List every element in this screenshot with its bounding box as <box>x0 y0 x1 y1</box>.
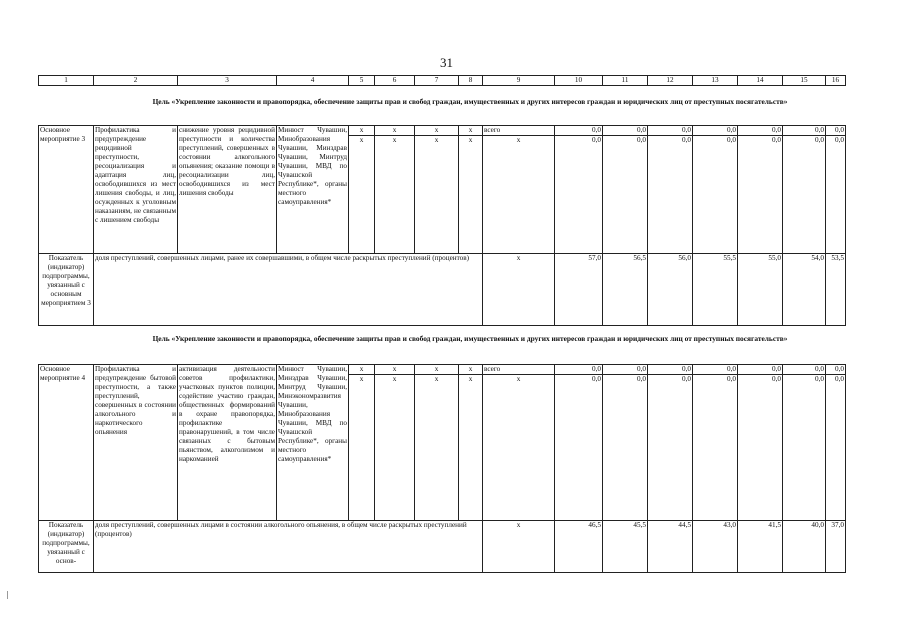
measure-4-r1-val: 0,0 <box>648 365 693 375</box>
measure-3-r2-val: 0,0 <box>693 136 738 254</box>
measure-4-r1-val: 0,0 <box>603 365 648 375</box>
measure-3-r1-val: 0,0 <box>555 126 603 136</box>
col-num: 11 <box>603 76 648 86</box>
measure-3-description: Профилактика и предупреждение рецидивной преступности, ресоциализация и адаптация лиц, освободившихся из мест лишения свободы, и лиц, осужденных к уголовным наказаниям, не связанным с лишением свободы <box>94 126 178 254</box>
measure-4-result: активизация деятельности советов профилактики, участковых пунктов полиции, содействие участию граждан, общественных формирований в охране правопорядка, профилактике правонарушений, в том числе связанных с бытовым пьянством, алкоголизмом и наркоманией <box>178 365 277 521</box>
measure-4-r2-val: 0,0 <box>648 375 693 521</box>
col-num: 6 <box>375 76 415 86</box>
col-num: 5 <box>349 76 375 86</box>
measure-3-executors: Минюст Чувашии, Минобразования Чувашии, Минздрав Чувашии, Минтруд Чувашии, МВД по Чувашской Республике*, органы местного самоуправления* <box>277 126 349 254</box>
col-num: 8 <box>459 76 483 86</box>
indicator-4-val: 41,5 <box>738 521 783 573</box>
measure-4-r1-c5: х <box>349 365 375 375</box>
col-num: 15 <box>783 76 826 86</box>
measure-3-r1-val: 0,0 <box>648 126 693 136</box>
measure-3-r1-val: 0,0 <box>738 126 783 136</box>
measure-3-r1-c8: х <box>459 126 483 136</box>
measure-4-r2-val: 0,0 <box>555 375 603 521</box>
measure-3-r2-val: 0,0 <box>783 136 826 254</box>
indicator-3-label: Показатель (индикатор) подпрограммы, увязанный с основным мероприятием 3 <box>39 254 94 326</box>
measure-3-r1-source: всего <box>483 126 555 136</box>
measure-3-r2-source: х <box>483 136 555 254</box>
measure-4-r1-val: 0,0 <box>693 365 738 375</box>
col-num: 12 <box>648 76 693 86</box>
measure-4-r1-c8: х <box>459 365 483 375</box>
measure-4-r1-c7: х <box>415 365 459 375</box>
indicator-4-val: 37,0 <box>826 521 846 573</box>
measure-3-r1-val: 0,0 <box>783 126 826 136</box>
col-num: 13 <box>693 76 738 86</box>
measure-3-r2-c8: х <box>459 136 483 254</box>
measure-4-r2-val: 0,0 <box>603 375 648 521</box>
measure-3-r1-c6: х <box>375 126 415 136</box>
measure-3-r1-val: 0,0 <box>826 126 846 136</box>
col-num: 16 <box>826 76 846 86</box>
measure-4-r2-c6: х <box>375 375 415 521</box>
measure-4-name: Основное мероприятие 4 <box>39 365 94 521</box>
indicator-3-val: 55,5 <box>693 254 738 326</box>
measure-4-r2-c7: х <box>415 375 459 521</box>
measure-4-r2-c8: х <box>459 375 483 521</box>
measure-4-r1-val: 0,0 <box>738 365 783 375</box>
indicator-4-label: Показатель (индикатор) подпрограммы, увязанный с основ- <box>39 521 94 573</box>
indicator-4-val: 46,5 <box>555 521 603 573</box>
indicator-4-val: 44,5 <box>648 521 693 573</box>
indicator-3-val: 55,0 <box>738 254 783 326</box>
measure-3-r1-val: 0,0 <box>603 126 648 136</box>
indicator-4-text: доля преступлений, совершенных лицами в состоянии алкогольного опьянения, в общем числе раскрытых преступлений (процентов) <box>94 521 483 573</box>
measure-3-r2-c7: х <box>415 136 459 254</box>
measure-4-r2-val: 0,0 <box>826 375 846 521</box>
measure-3-r2-val: 0,0 <box>555 136 603 254</box>
measure-4-r2-c5: х <box>349 375 375 521</box>
indicator-4-val: 40,0 <box>783 521 826 573</box>
goal-heading-1: Цель «Укрепление законности и правопорядка, обеспечение защиты прав и свобод граждан, имущественных и других интересов граждан и юридических лиц от преступных посягательств» <box>152 97 788 106</box>
indicator-3-val: 56,0 <box>648 254 693 326</box>
measure-4-description: Профилактика и предупреждение бытовой преступности, а также преступлений, совершенных в состоянии алкогольного и наркотического опьянения <box>94 365 178 521</box>
col-num: 9 <box>483 76 555 86</box>
goal-heading-2: Цель «Укрепление законности и правопорядка, обеспечение защиты прав и свобод граждан, имущественных и других интересов граждан и юридических лиц от преступных посягательств» <box>152 334 788 343</box>
measure-4-executors: Минюст Чувашии, Минздрав Чувашии, Минтруд Чувашии, Минэкономразвития Чувашии, Минобразования Чувашии, МВД по Чувашской Республике*, органы местного самоуправления* <box>277 365 349 521</box>
measure-4-r1-val: 0,0 <box>783 365 826 375</box>
measure-4-r2-val: 0,0 <box>738 375 783 521</box>
measure-4-r2-val: 0,0 <box>693 375 738 521</box>
indicator-3-x: х <box>483 254 555 326</box>
column-number-header <box>38 75 846 86</box>
measure-3-result: снижение уровня рецидивной преступности и количества преступлений, совершенных в состоянии алкогольного опьянения; оказание помощи в ресоциализации лиц, освободившихся из мест лишения свободы <box>178 126 277 254</box>
measure-3-r1-c7: х <box>415 126 459 136</box>
indicator-3-text: доля преступлений, совершенных лицами, ранее их совершавшими, в общем числе раскрытых преступлений (процентов) <box>94 254 483 326</box>
measure-4-r2-source: х <box>483 375 555 521</box>
measure-4-r1-val: 0,0 <box>826 365 846 375</box>
indicator-3-val: 57,0 <box>555 254 603 326</box>
indicator-4-x: х <box>483 521 555 573</box>
col-num: 10 <box>555 76 603 86</box>
measure-3-r2-c5: х <box>349 136 375 254</box>
measure-3-r1-val: 0,0 <box>693 126 738 136</box>
measure-3-r2-val: 0,0 <box>648 136 693 254</box>
indicator-3-val: 53,5 <box>826 254 846 326</box>
indicator-3-val: 56,5 <box>603 254 648 326</box>
measure-4-r1-val: 0,0 <box>555 365 603 375</box>
col-num: 7 <box>415 76 459 86</box>
measure-3-r2-val: 0,0 <box>738 136 783 254</box>
measure-3-r2-val: 0,0 <box>603 136 648 254</box>
page-number: 31 <box>440 55 453 70</box>
scan-mark <box>7 591 8 599</box>
measure-3-r2-c6: х <box>375 136 415 254</box>
indicator-4-val: 43,0 <box>693 521 738 573</box>
col-num: 2 <box>94 76 178 86</box>
measure-3-r1-c5: х <box>349 126 375 136</box>
measure-3-r2-val: 0,0 <box>826 136 846 254</box>
col-num: 3 <box>178 76 277 86</box>
measure-3-table <box>38 125 846 326</box>
col-num: 1 <box>39 76 94 86</box>
measure-3-name: Основное мероприятие 3 <box>39 126 94 254</box>
measure-4-r1-c6: х <box>375 365 415 375</box>
measure-4-table <box>38 364 846 573</box>
measure-4-r2-val: 0,0 <box>783 375 826 521</box>
col-num: 14 <box>738 76 783 86</box>
measure-4-r1-source: всего <box>483 365 555 375</box>
indicator-3-val: 54,0 <box>783 254 826 326</box>
col-num: 4 <box>277 76 349 86</box>
indicator-4-val: 45,5 <box>603 521 648 573</box>
